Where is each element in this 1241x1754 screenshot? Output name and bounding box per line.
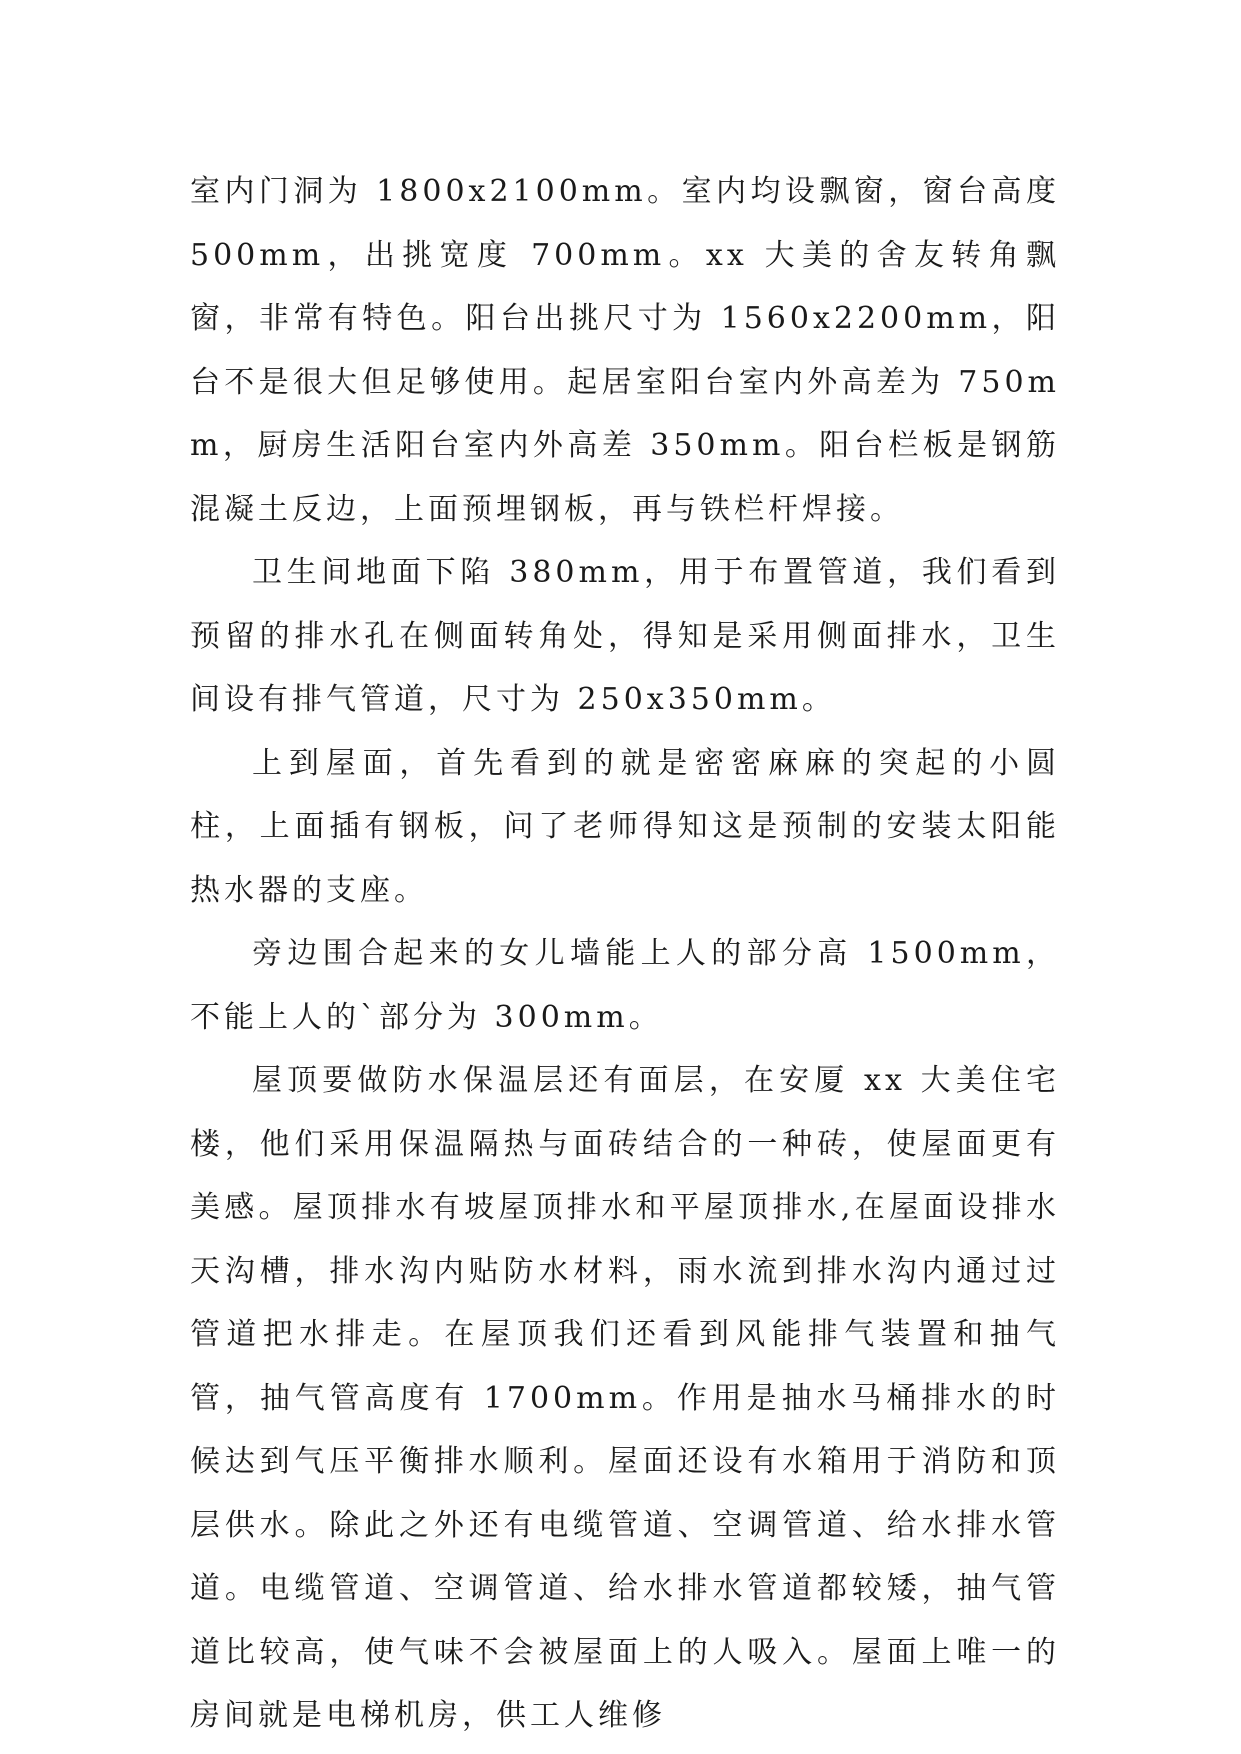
paragraph-3: 上到屋面，首先看到的就是密密麻麻的突起的小圆柱，上面插有钢板，问了老师得知这是预制的安装太阳能热水器的支座。 <box>190 745 1060 908</box>
paragraph-2: 卫生间地面下陷 380mm，用于布置管道，我们看到预留的排水孔在侧面转角处，得知是采用侧面排水，卫生间设有排气管道，尺寸为 250x350mm。 <box>190 555 1060 717</box>
paragraph-4: 旁边围合起来的女儿墙能上人的部分高 1500mm，不能上人的`部分为 300mm。 <box>190 936 1060 1035</box>
paragraph-5: 屋顶要做防水保温层还有面层，在安厦 xx 大美住宅楼，他们采用保温隔热与面砖结合的一种砖，使屋面更有美感。屋顶排水有坡屋顶排水和平屋顶排水,在屋面设排水天沟槽，排水沟内贴防水材料，雨水流到排水沟内通过过管道把水排走。在屋顶我们还看到风能排气装置和抽气管，抽气管高度有 1700mm。作用是抽水马桶排水的时候达到气压平衡排水顺利。屋面还设有水箱用于消防和顶层供水。除此之外还有电缆管道、空调管道、给水排水管道。电缆管道、空调管道、给水排水管道都较矮，抽气管道比较高，使气味不会被屋面上的人吸入。屋面上唯一的房间就是电梯机房，供工人维修 <box>190 1063 1060 1733</box>
document-body <box>190 160 1060 1748</box>
paragraph-1: 室内门洞为 1800x2100mm。室内均设飘窗，窗台高度 500mm，出挑宽度 700mm。xx 大美的舍友转角飘窗，非常有特色。阳台出挑尺寸为 1560x2200mm，阳台不是很大但足够使用。起居室阳台室内外高差为 750mm，厨房生活阳台室内外高差 350mm。阳台栏板是钢筋混凝土反边，上面预埋钢板，再与铁栏杆焊接。 <box>190 174 1060 527</box>
